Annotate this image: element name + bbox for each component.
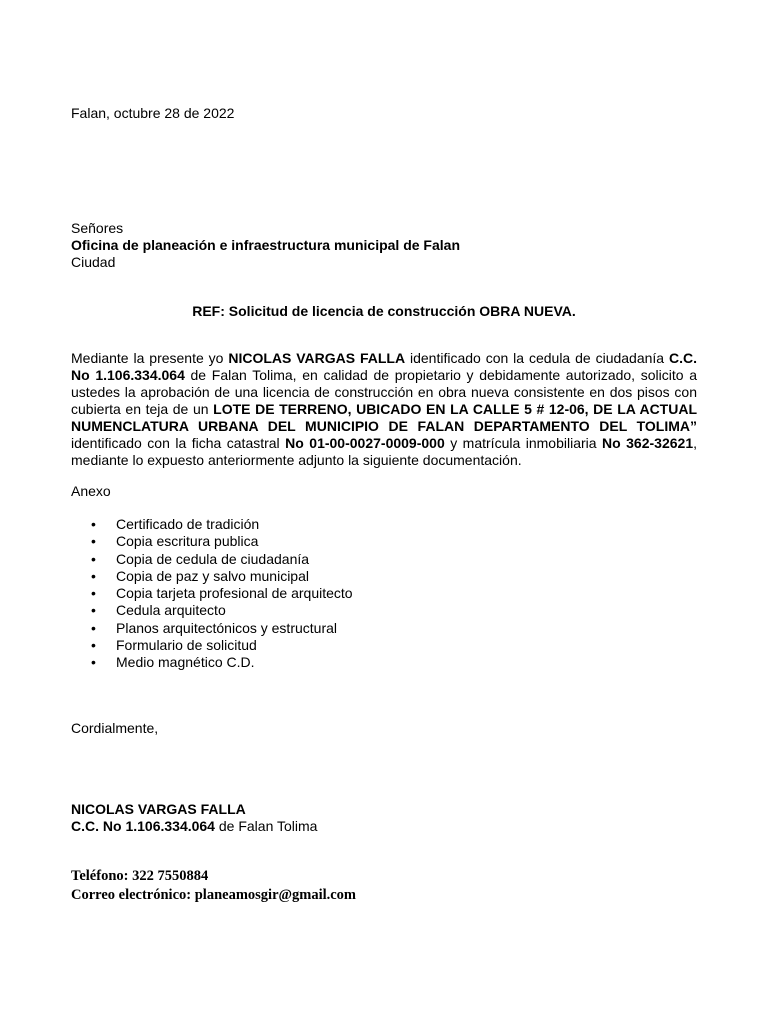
annex-item-label: Copia tarjeta profesional de arquitecto (116, 585, 353, 602)
closing-line: Cordialmente, (71, 720, 159, 736)
annex-label: Anexo (71, 483, 111, 499)
contact-email: Correo electrónico: planeamosgir@gmail.com (71, 887, 357, 903)
bullet-icon: • (91, 637, 96, 654)
body-text-4: identificado con la ficha catastral (71, 435, 286, 451)
annex-item-label: Cedula arquitecto (116, 602, 226, 619)
bullet-icon: • (91, 550, 96, 567)
body-ficha-catastral: No 01-00-0027-0009-000 (285, 435, 445, 451)
body-text-6: , mediante lo expuesto anteriormente adjunto la siguiente documentación. (71, 435, 697, 468)
body-applicant-name: NICOLAS VARGAS FALLA (228, 350, 406, 366)
recipient-city: Ciudad (71, 254, 116, 270)
recipient-salutation: Señores (71, 220, 124, 236)
bullet-icon: • (91, 619, 96, 636)
body-text-3: de Falan Tolima, en calidad de propietario y debidamente autorizado, solicito a ustedes la aprobación de una licencia de construcción en obra nueva consistente en dos pisos con cubierta en teja de un (71, 367, 697, 417)
recipient-block (71, 220, 697, 271)
annex-item-label: Certificado de tradición (116, 516, 260, 532)
body-text-1: Mediante la presente yo (71, 350, 229, 366)
signer-cc: C.C. No 1.106.334.064 (71, 818, 215, 834)
contact-block (71, 867, 697, 905)
bullet-icon: • (91, 516, 96, 532)
bullet-icon: • (91, 567, 96, 584)
body-lote-description: LOTE DE TERRENO, UBICADO EN LA CALLE 5 # 12-06, DE LA ACTUAL NUMENCLATURA URBANA DEL MUNICIPIO DE FALAN DEPARTAMENTO DEL TOLIMA” (71, 401, 698, 434)
letter-date: Falan, octubre 28 de 2022 (71, 105, 235, 121)
body-text-2: identificado con la cedula de ciudadanía (405, 350, 669, 366)
signer-cc-suffix: de Falan Tolima (214, 818, 318, 834)
list-item (71, 602, 353, 619)
signer-name: NICOLAS VARGAS FALLA (71, 801, 246, 817)
annex-list (71, 516, 353, 672)
reference-line: REF: Solicitud de licencia de construcción OBRA NUEVA. (192, 303, 576, 319)
letter-body (71, 350, 697, 469)
contact-phone: Teléfono: 322 7550884 (71, 868, 209, 884)
annex-item-label: Medio magnético C.D. (116, 654, 255, 671)
list-item (71, 568, 353, 585)
list-item (71, 654, 353, 671)
recipient-office: Oficina de planeación e infraestructura municipal de Falan (71, 237, 460, 253)
annex-item-label: Copia de cedula de ciudadanía (116, 550, 310, 567)
bullet-icon: • (91, 654, 96, 671)
signature-block (71, 801, 697, 835)
list-item (71, 516, 353, 533)
list-item (71, 620, 353, 637)
bullet-icon: • (91, 585, 96, 602)
annex-item-label: Copia de paz y salvo municipal (116, 567, 309, 584)
bullet-icon: • (91, 533, 96, 550)
list-item (71, 533, 353, 550)
list-item (71, 585, 353, 602)
signer-id-line (71, 818, 697, 835)
bullet-icon: • (91, 602, 96, 619)
list-item (71, 637, 353, 654)
list-item (71, 551, 353, 568)
body-cc-number: C.C. No 1.106.334.064 (71, 350, 697, 383)
annex-item-label: Copia escritura publica (116, 533, 259, 550)
annex-item-label: Planos arquitectónicos y estructural (116, 619, 337, 636)
annex-item-label: Formulario de solicitud (116, 637, 257, 654)
body-matricula: No 362-32621 (602, 435, 694, 451)
body-text-5: y matrícula inmobiliaria (444, 435, 603, 451)
